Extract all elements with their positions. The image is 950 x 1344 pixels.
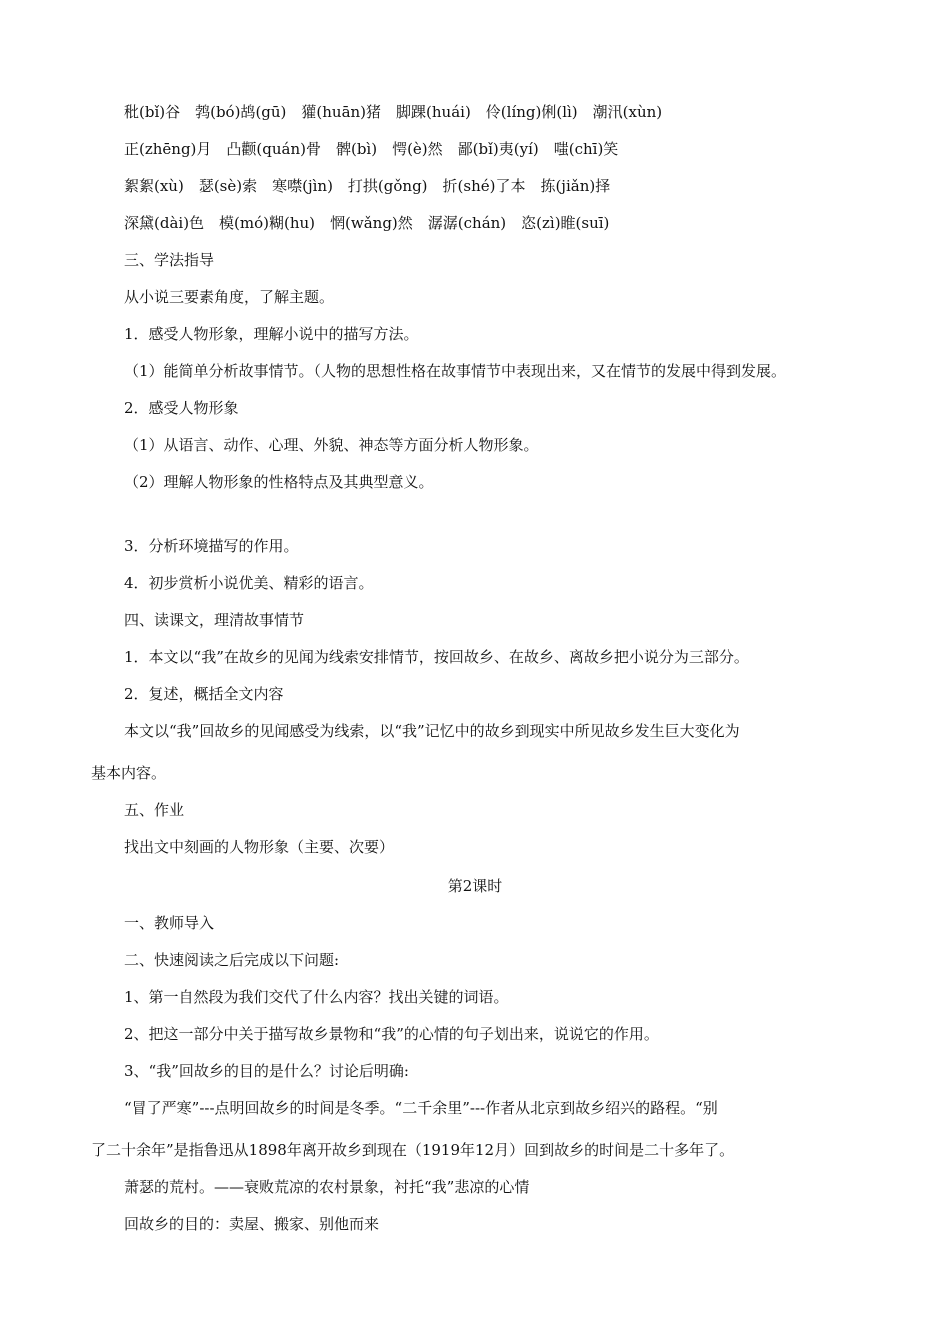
vocab-line-1: 秕(bǐ)谷 鹁(bó)鸪(gū) 獾(huān)猪 脚踝(huái) 伶(líng)俐(lì) 潮汛(xùn)	[124, 103, 663, 121]
list-item: 3．分析环境描写的作用。	[124, 537, 299, 555]
paragraph: 萧瑟的荒村。——衰败荒凉的农村景象，衬托“我”悲凉的心情	[124, 1178, 530, 1196]
paragraph: “冒了严寒”---点明回故乡的时间是冬季。“二千余里”---作者从北京到故乡绍兴的路程。“别	[124, 1099, 718, 1117]
question: 2、把这一部分中关于描写故乡景物和“我”的心情的句子划出来，说说它的作用。	[124, 1025, 659, 1043]
section-heading-3: 三、学法指导	[124, 251, 215, 269]
list-item: 2．感受人物形象	[124, 399, 239, 417]
paragraph-continued: 了二十余年”是指鲁迅从1898年离开故乡到现在（1919年12月）回到故乡的时间是二十多年了。	[91, 1141, 735, 1159]
list-item: （1）从语言、动作、心理、外貌、神态等方面分析人物形象。	[124, 436, 539, 454]
list-item: （2）理解人物形象的性格特点及其典型意义。	[124, 473, 434, 491]
section-heading-5: 五、作业	[124, 801, 185, 819]
vocab-line-3: 絮絮(xù) 瑟(sè)索 寒噤(jìn) 打拱(gǒng) 折(shé)了本 拣(jiǎn)择	[124, 177, 611, 195]
vocab-line-2: 正(zhēng)月 凸颧(quán)骨 髀(bì) 愕(è)然 鄙(bǐ)夷(yí) 嗤(chī)笑	[124, 140, 619, 158]
paragraph: 回故乡的目的：卖屋、搬家、别他而来	[124, 1215, 380, 1233]
section-heading-1: 一、教师导入	[124, 914, 215, 932]
section-heading-4: 四、读课文，理清故事情节	[124, 611, 305, 629]
question: 3、“我”回故乡的目的是什么？讨论后明确:	[124, 1062, 409, 1080]
paragraph-continued: 基本内容。	[91, 764, 167, 782]
section-heading-2: 二、快速阅读之后完成以下问题:	[124, 951, 340, 969]
paragraph: 本文以“我”回故乡的见闻感受为线索，以“我”记忆中的故乡到现实中所见故乡发生巨大变化为	[124, 722, 740, 740]
lesson-title: 第2课时	[447, 877, 503, 895]
paragraph: 找出文中刻画的人物形象（主要、次要）	[124, 838, 395, 856]
list-item: 2．复述，概括全文内容	[124, 685, 284, 703]
list-item: 1．本文以“我”在故乡的见闻为线索安排情节，按回故乡、在故乡、离故乡把小说分为三部分。	[124, 648, 749, 666]
paragraph: 从小说三要素角度，了解主题。	[124, 288, 335, 306]
list-item: 4．初步赏析小说优美、精彩的语言。	[124, 574, 374, 592]
list-item: 1．感受人物形象，理解小说中的描写方法。	[124, 325, 419, 343]
list-item: （1）能简单分析故事情节。（人物的思想性格在故事情节中表现出来，又在情节的发展中得到发展。	[124, 362, 787, 380]
vocab-line-4: 深黛(dài)色 模(mó)糊(hu) 惘(wǎng)然 潺潺(chán) 恣(zì)睢(suī)	[124, 214, 610, 232]
question: 1、第一自然段为我们交代了什么内容？找出关键的词语。	[124, 988, 509, 1006]
